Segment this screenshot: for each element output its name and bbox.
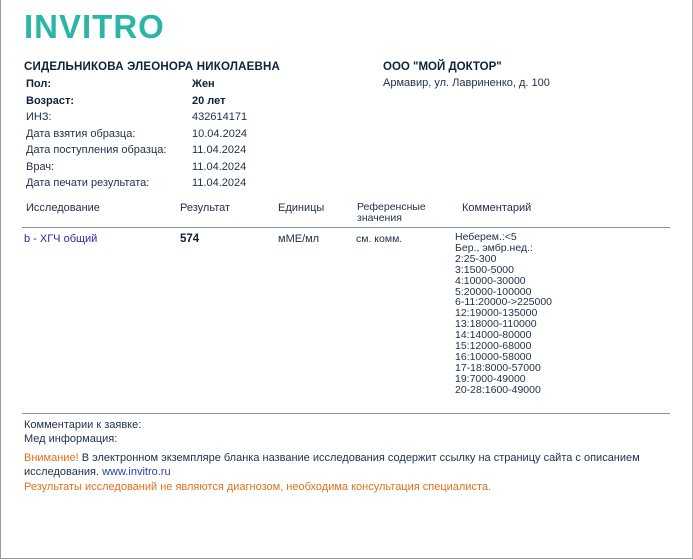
receipt-date-label: Дата поступления образца:	[26, 144, 167, 156]
header-units: Единицы	[278, 202, 325, 214]
invitro-site-link[interactable]: www.invitro.ru	[102, 466, 171, 478]
patient-name: СИДЕЛЬНИКОВА ЭЛЕОНОРА НИКОЛАЕВНА	[24, 61, 280, 73]
comment-line: 5:20000-100000	[455, 285, 532, 298]
doctor-label: Врач:	[26, 161, 55, 173]
comment-line: 6-11:20000->225000	[455, 296, 553, 309]
header-reference	[357, 202, 426, 224]
comment-line: 20-28:1600-49000	[455, 383, 541, 396]
medical-info-label: Мед информация:	[24, 433, 118, 445]
print-date-value: 11.04.2024	[192, 177, 247, 189]
organization-name: ООО "МОЙ ДОКТОР"	[383, 61, 502, 73]
table-bottom-divider	[22, 413, 670, 414]
comment-line: 19:7000-49000	[455, 372, 526, 385]
sample-date-value: 10.04.2024	[192, 128, 248, 140]
sex-label: Пол:	[26, 78, 52, 90]
age-value: 20 лет	[192, 95, 226, 107]
invitro-logo: INVITRO	[24, 8, 165, 45]
order-comments-label: Комментарии к заявке:	[24, 419, 142, 431]
disclaimer: Результаты исследований не являются диагнозом, необходима консультация специалиста.	[24, 481, 492, 493]
comment-line: 13:18000-110000	[455, 318, 537, 331]
sample-date-label: Дата взятия образца:	[26, 128, 136, 140]
comment-line: Неберем.:<5	[455, 231, 517, 243]
comment-line: 14:14000-80000	[455, 329, 532, 342]
age-label: Возраст:	[26, 95, 74, 107]
comment-line: 12:19000-135000	[455, 307, 538, 320]
inz-value: 432614171	[192, 111, 248, 123]
notice-text: В электронном экземпляре бланка название исследования содержит ссылку на страницу сайта с описанием исследования.	[24, 452, 640, 478]
comment-line: 16:10000-58000	[455, 350, 532, 363]
doctor-value: 11.04.2024	[192, 161, 247, 173]
comment-line: 17-18:8000-57000	[455, 361, 541, 374]
notice-label: Внимание!	[24, 452, 79, 464]
header-reference-line1: Референсные	[357, 201, 426, 213]
table-header-divider	[22, 227, 670, 228]
receipt-date-value: 11.04.2024	[192, 144, 247, 156]
header-result: Результат	[180, 202, 231, 214]
comment-line: Бер., эмбр.нед.:	[455, 241, 533, 254]
test-units: мМЕ/мл	[278, 233, 320, 245]
print-date-label: Дата печати результата:	[26, 177, 150, 189]
inz-label: ИНЗ:	[26, 111, 52, 123]
sex-value: Жен	[192, 78, 215, 90]
comment-line: 4:10000-30000	[455, 274, 526, 287]
header-test: Исследование	[26, 202, 100, 214]
header-reference-line2: значения	[357, 212, 402, 224]
organization-address: Армавир, ул. Лавриненко, д. 100	[383, 77, 550, 89]
comment-line: 3:1500-5000	[455, 263, 514, 276]
comment-line: 15:12000-68000	[455, 340, 532, 353]
test-result: 574	[180, 233, 200, 245]
test-name-link[interactable]: b - ХГЧ общий	[24, 233, 98, 245]
test-reference: см. комм.	[356, 233, 403, 245]
test-comment	[455, 232, 552, 396]
header-comment: Комментарий	[462, 202, 532, 214]
electronic-copy-notice	[24, 451, 674, 479]
comment-line: 2:25-300	[455, 252, 497, 265]
